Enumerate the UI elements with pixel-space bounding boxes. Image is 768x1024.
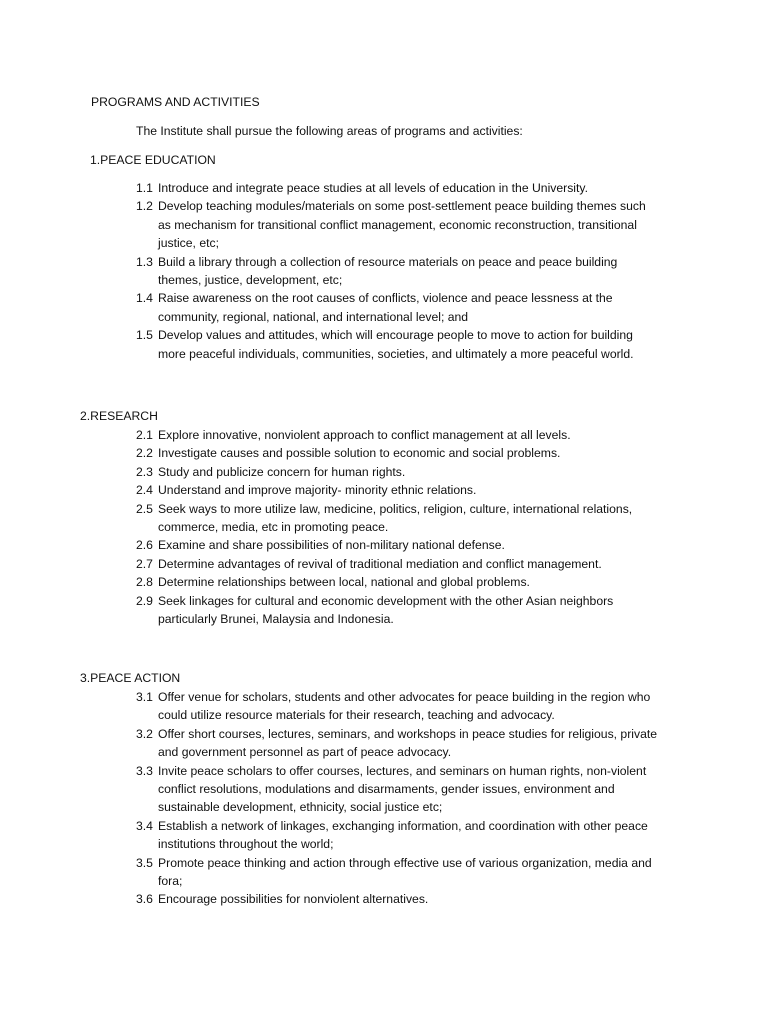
- list-item: [136, 253, 696, 290]
- item-number: 2.2: [136, 446, 153, 461]
- item-number: 2.8: [136, 575, 153, 590]
- item-number: 1.2: [136, 199, 153, 214]
- peace-education-list: [136, 179, 696, 363]
- list-item: [136, 817, 696, 854]
- item-text: Determine relationships between local, national and global problems.: [158, 575, 530, 590]
- list-item: [136, 426, 696, 444]
- item-text: Seek linkages for cultural and economic development with the other Asian neighbors particularly Brunei, Malaysia and Indonesia.: [158, 593, 614, 627]
- item-number: 3.4: [136, 818, 153, 833]
- item-text: Establish a network of linkages, exchanging information, and coordination with other peace institutions throughout the world;: [158, 818, 648, 852]
- item-number: 1.3: [136, 254, 153, 269]
- item-text: Introduce and integrate peace studies at all levels of education in the University.: [158, 181, 588, 195]
- item-text: Develop teaching modules/materials on some post-settlement peace building themes such as mechanism for transitional conflict management, economic reconstruction, transitional justice, etc;: [158, 199, 646, 251]
- list-item: [136, 444, 696, 462]
- list-item: [136, 762, 696, 817]
- item-number: 3.3: [136, 763, 153, 778]
- item-number: 1.5: [136, 328, 153, 343]
- item-number: 3.1: [136, 690, 153, 704]
- item-text: Investigate causes and possible solution to economic and social problems.: [158, 446, 561, 461]
- item-text: Encourage possibilities for nonviolent alternatives.: [158, 892, 429, 907]
- item-number: 2.6: [136, 538, 153, 553]
- item-number: 2.3: [136, 464, 153, 479]
- page-title: PROGRAMS AND ACTIVITIES: [91, 95, 260, 109]
- item-text: Promote peace thinking and action through effective use of various organization, media and fora;: [158, 855, 652, 889]
- list-item: [136, 536, 696, 554]
- item-text: Offer venue for scholars, students and other advocates for peace building in the region who could utilize resource materials for their research, teaching and advocacy.: [158, 690, 651, 723]
- list-item: [136, 688, 696, 725]
- list-item: [136, 854, 696, 891]
- list-item: [136, 197, 696, 252]
- item-text: Study and publicize concern for human rights.: [158, 464, 406, 479]
- list-item: [136, 592, 696, 629]
- item-text: Invite peace scholars to offer courses, lectures, and seminars on human rights, non-violent conflict resolutions, modulations and disarmaments, gender issues, environment and sustainable development, ethnicity, social justice etc;: [158, 763, 647, 815]
- list-item: [136, 481, 696, 499]
- item-text: Build a library through a collection of resource materials on peace and peace building themes, justice, development, etc;: [158, 254, 618, 288]
- list-item: [136, 179, 696, 197]
- item-text: Raise awareness on the root causes of conflicts, violence and peace lessness at the community, regional, national, and international level; and: [158, 291, 613, 324]
- item-text: Seek ways to more utilize law, medicine, politics, religion, culture, international relations, commerce, media, etc in promoting peace.: [158, 501, 633, 535]
- list-item: [136, 573, 696, 591]
- item-text: Determine advantages of revival of traditional mediation and conflict management.: [158, 556, 602, 571]
- list-item: [136, 463, 696, 481]
- item-number: 1.1: [136, 181, 153, 195]
- item-text: Offer short courses, lectures, seminars, and workshops in peace studies for religious, private and government personnel as part of peace advocacy.: [158, 726, 658, 760]
- research-list: [136, 426, 696, 628]
- item-text: Understand and improve majority- minority ethnic relations.: [158, 483, 477, 498]
- list-item: [136, 890, 696, 908]
- item-number: 3.2: [136, 726, 153, 741]
- list-item: [136, 725, 696, 762]
- item-text: Explore innovative, nonviolent approach to conflict management at all levels.: [158, 428, 571, 442]
- list-item: [136, 326, 696, 363]
- list-item: [136, 555, 696, 573]
- item-number: 2.5: [136, 501, 153, 516]
- peace-action-list: [136, 688, 696, 909]
- item-number: 2.7: [136, 556, 153, 571]
- item-number: 2.9: [136, 593, 153, 608]
- item-number: 3.6: [136, 892, 153, 907]
- item-text: Develop values and attitudes, which will encourage people to move to action for building more peaceful individuals, communities, societies, and ultimately a more peaceful world.: [158, 328, 634, 361]
- item-number: 2.1: [136, 428, 153, 442]
- item-number: 3.5: [136, 855, 153, 870]
- list-item: [136, 289, 696, 326]
- section-heading-peace-action: 3.PEACE ACTION: [80, 671, 181, 685]
- item-text: Examine and share possibilities of non-military national defense.: [158, 538, 505, 553]
- section-heading-peace-education: 1.PEACE EDUCATION: [90, 153, 216, 167]
- list-item: [136, 500, 696, 537]
- item-number: 1.4: [136, 291, 153, 306]
- intro-paragraph: The Institute shall pursue the following areas of programs and activities:: [136, 124, 523, 138]
- item-number: 2.4: [136, 483, 153, 498]
- section-heading-research: 2.RESEARCH: [80, 409, 158, 423]
